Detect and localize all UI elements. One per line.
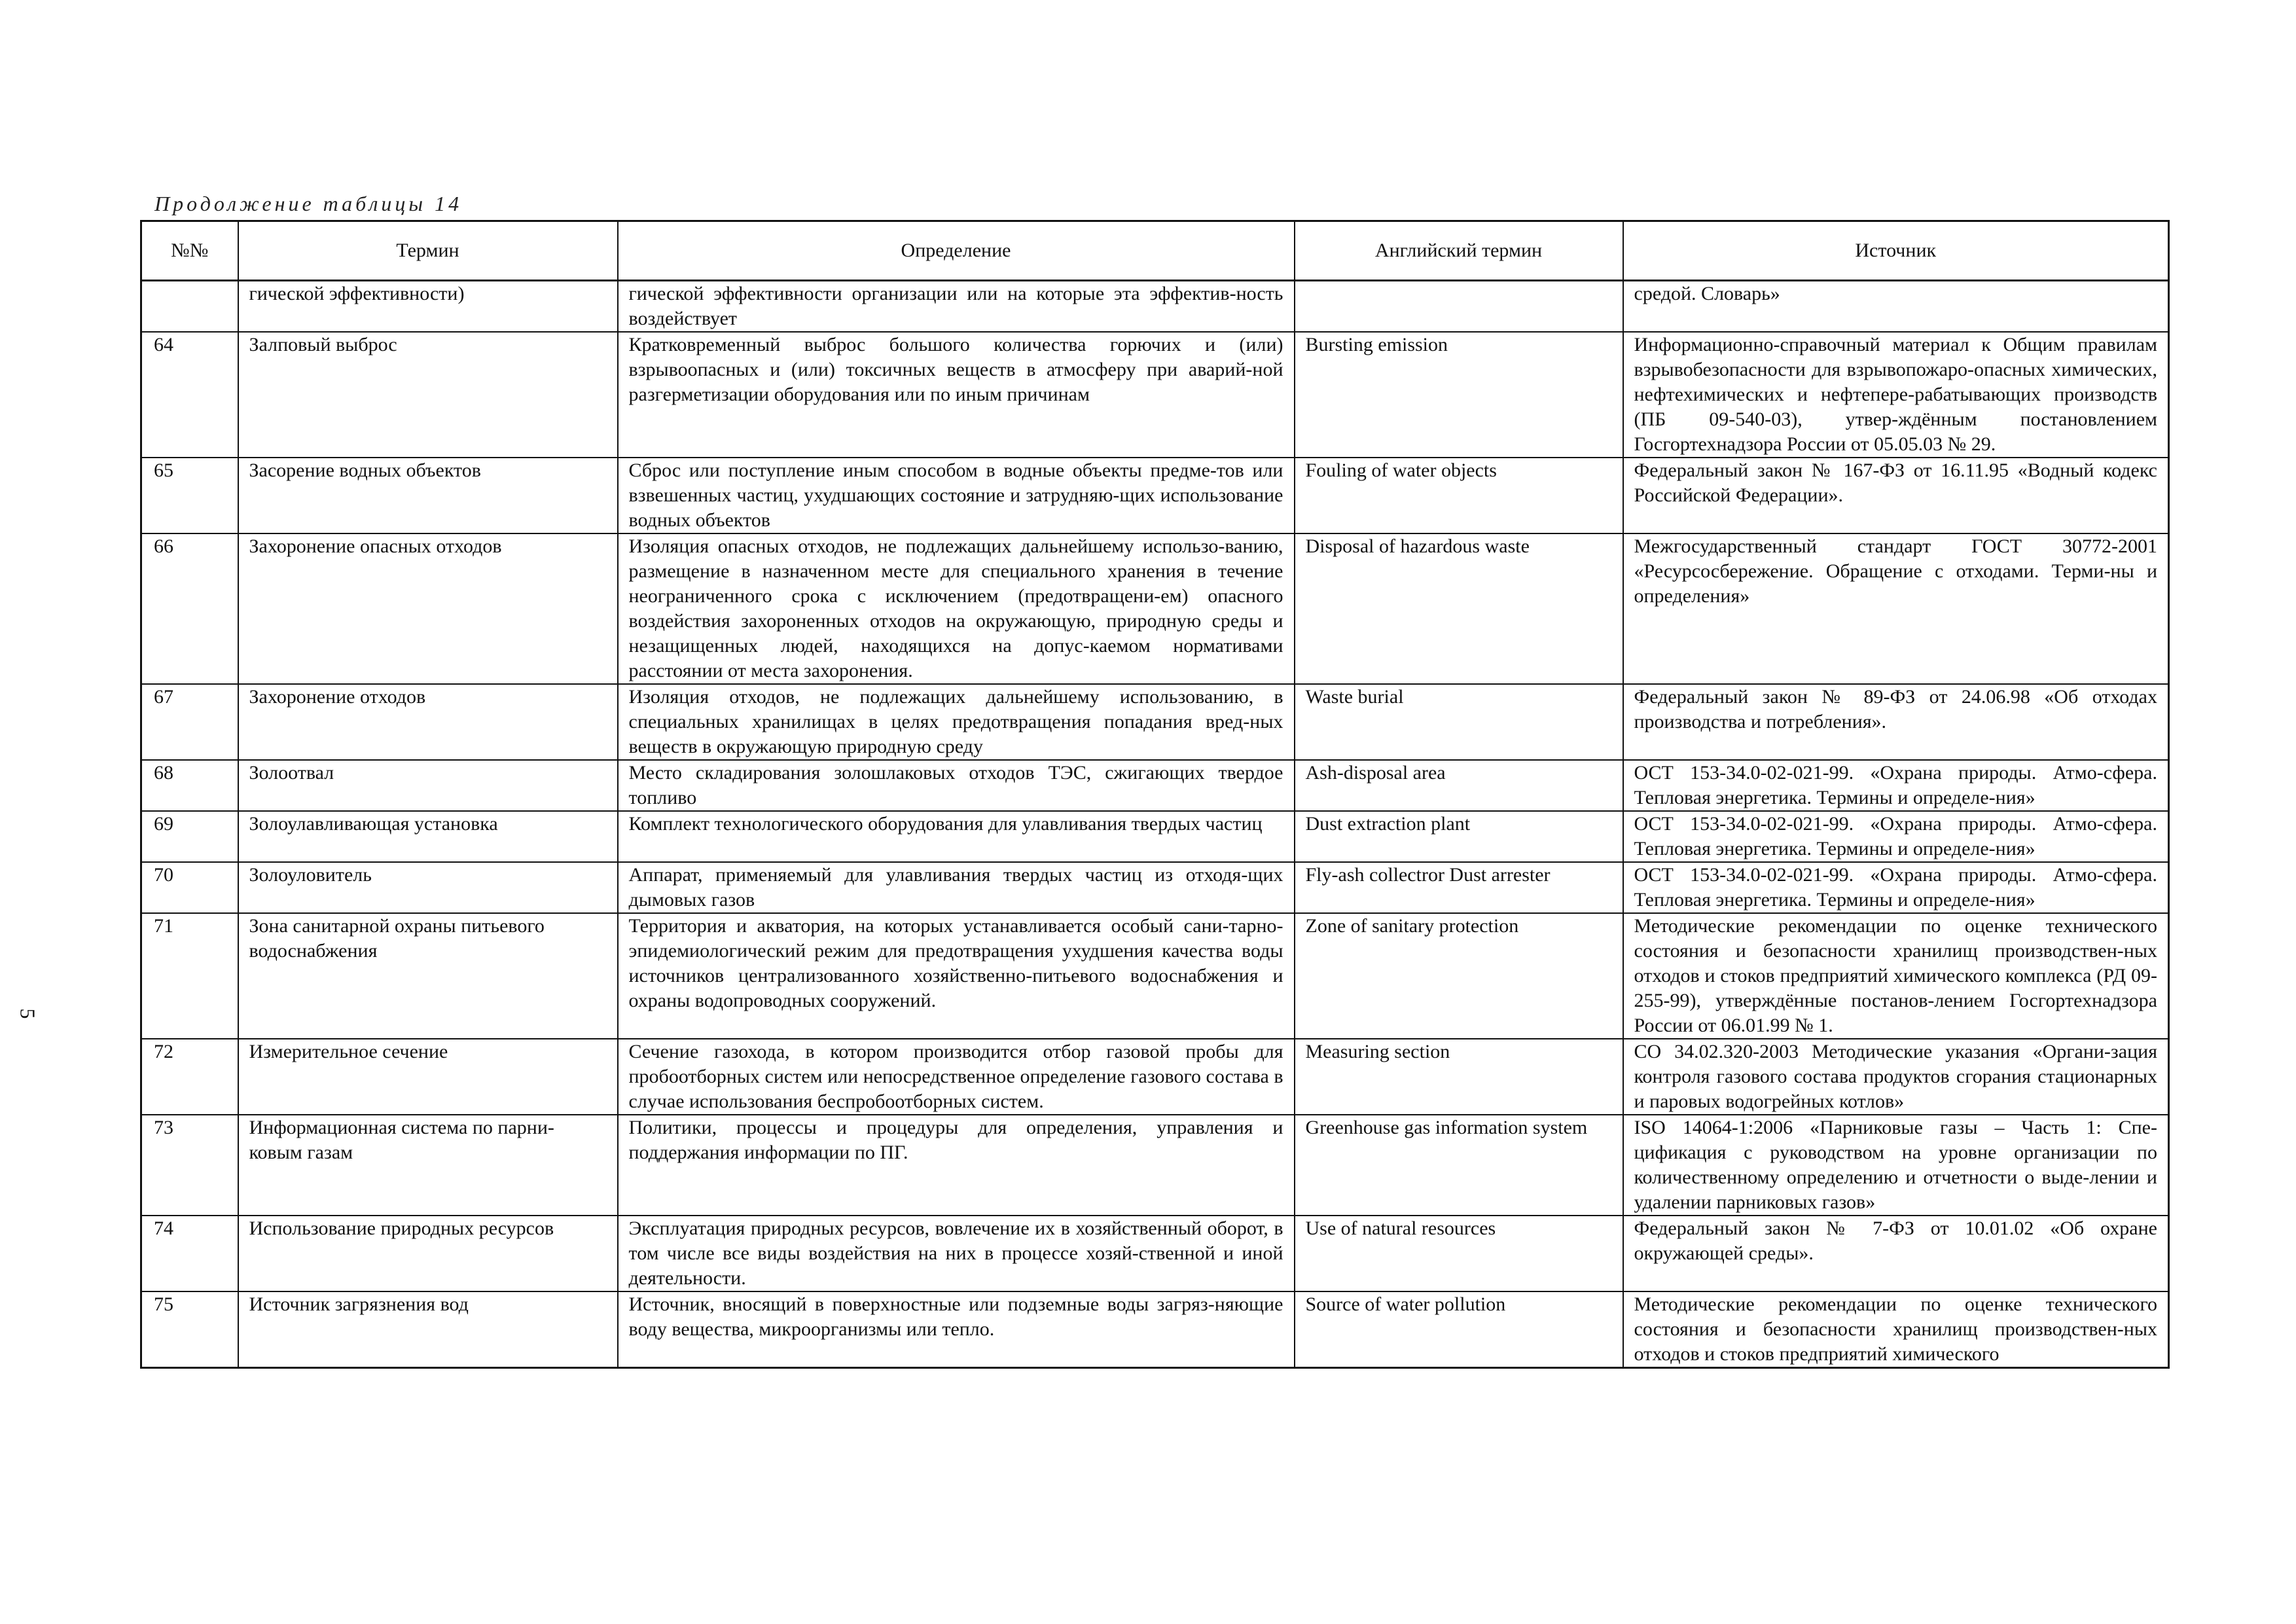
cell-num: 74 xyxy=(141,1216,238,1291)
cell-definition: Аппарат, применяемый для улавливания твердых частиц из отходя-щих дымовых газов xyxy=(618,862,1295,913)
cell-num: 73 xyxy=(141,1115,238,1216)
table-row xyxy=(141,1216,2169,1291)
cell-source: Федеральный закон № 167-ФЗ от 16.11.95 «Водный кодекс Российской Федерации». xyxy=(1623,458,2169,533)
cell-definition: Изоляция опасных отходов, не подлежащих дальнейшему использо-ванию, размещение в назначенном месте для специального хранения в течение неограниченного срока с исключением (предотвращени-ем) опасного воздействия захороненных отходов на окружающую, природную среды и незащищенных людей, находящихся на допус-каемом нормативами расстоянии от места захоронения. xyxy=(618,533,1295,684)
cell-source: средой. Словарь» xyxy=(1623,281,2169,333)
cell-english-term: Greenhouse gas information system xyxy=(1295,1115,1623,1216)
table-header-row xyxy=(141,221,2169,281)
header-definition: Определение xyxy=(618,221,1295,281)
cell-english-term: Bursting emission xyxy=(1295,332,1623,458)
cell-term: Использование природных ресурсов xyxy=(238,1216,618,1291)
cell-term: Захоронение опасных отходов xyxy=(238,533,618,684)
table-row xyxy=(141,862,2169,913)
cell-num: 70 xyxy=(141,862,238,913)
table-row xyxy=(141,458,2169,533)
cell-definition: Комплект технологического оборудования для улавливания твердых частиц xyxy=(618,811,1295,862)
cell-english-term: Fly-ash collectror Dust arrester xyxy=(1295,862,1623,913)
cell-term: Залповый выброс xyxy=(238,332,618,458)
cell-definition: Источник, вносящий в поверхностные или подземные воды загряз-няющие воду вещества, микроорганизмы или тепло. xyxy=(618,1291,1295,1368)
cell-english-term xyxy=(1295,281,1623,333)
cell-source: ОСТ 153-34.0-02-021-99. «Охрана природы. Атмо-сфера. Тепловая энергетика. Термины и определе-ния» xyxy=(1623,760,2169,811)
cell-english-term: Disposal of hazardous waste xyxy=(1295,533,1623,684)
cell-term: Захоронение отходов xyxy=(238,684,618,760)
cell-term: Информационная система по парни-ковым газам xyxy=(238,1115,618,1216)
cell-definition: Территория и акватория, на которых устанавливается особый сани-тарно-эпидемиологический режим для предотвращения ухудшения качества воды источников централизованного хозяйственно-питьевого водоснабжения и охраны водопроводных сооружений. xyxy=(618,913,1295,1039)
cell-source: Методические рекомендации по оценке технического состояния и безопасности хранилищ производствен-ных отходов и стоков предприятий химического комплекса (РД 09-255-99), утверждённые постанов-лением Госгортехнадзора России от 06.01.99 № 1. xyxy=(1623,913,2169,1039)
cell-definition: Сечение газохода, в котором производится отбор газовой пробы для пробоотборных систем или непосредственное определение газового состава в случае использования беспробоотборных систем. xyxy=(618,1039,1295,1115)
cell-term: Золоулавливающая установка xyxy=(238,811,618,862)
cell-definition: Политики, процессы и процедуры для определения, управления и поддержания информации по ПГ. xyxy=(618,1115,1295,1216)
cell-num: 65 xyxy=(141,458,238,533)
cell-source: Информационно-справочный материал к Общим правилам взрывобезопасности для взрывопожаро-опасных химических, нефтехимических и нефтепере-рабатывающих производств (ПБ 09-540-03), утвер-ждённым постановлением Госгортехнадзора России от 05.05.03 № 29. xyxy=(1623,332,2169,458)
cell-num: 67 xyxy=(141,684,238,760)
cell-term: Источник загрязнения вод xyxy=(238,1291,618,1368)
table-row xyxy=(141,332,2169,458)
cell-english-term: Waste burial xyxy=(1295,684,1623,760)
table-row xyxy=(141,811,2169,862)
cell-term: гической эффективности) xyxy=(238,281,618,333)
cell-definition: Кратковременный выброс большого количества горючих и (или) взрывоопасных и (или) токсичных веществ в атмосферу при аварий-ной разгерметизации оборудования или по иным причинам xyxy=(618,332,1295,458)
cell-term: Засорение водных объектов xyxy=(238,458,618,533)
cell-source: Федеральный закон № 89-ФЗ от 24.06.98 «Об отходах производства и потребления». xyxy=(1623,684,2169,760)
cell-term: Зона санитарной охраны питьевого водоснабжения xyxy=(238,913,618,1039)
table-row xyxy=(141,533,2169,684)
cell-english-term: Zone of sanitary protection xyxy=(1295,913,1623,1039)
header-num: №№ xyxy=(141,221,238,281)
header-term: Термин xyxy=(238,221,618,281)
cell-english-term: Dust extraction plant xyxy=(1295,811,1623,862)
cell-num: 75 xyxy=(141,1291,238,1368)
cell-num xyxy=(141,281,238,333)
cell-definition: Изоляция отходов, не подлежащих дальнейшему использованию, в специальных хранилищах в целях предотвращения попадания вред-ных веществ в окружающую природную среду xyxy=(618,684,1295,760)
cell-english-term: Source of water pollution xyxy=(1295,1291,1623,1368)
table-row xyxy=(141,684,2169,760)
cell-english-term: Use of natural resources xyxy=(1295,1216,1623,1291)
cell-num: 71 xyxy=(141,913,238,1039)
table-row xyxy=(141,760,2169,811)
table-row xyxy=(141,1291,2169,1368)
cell-english-term: Fouling of water objects xyxy=(1295,458,1623,533)
table-row xyxy=(141,1039,2169,1115)
cell-num: 66 xyxy=(141,533,238,684)
cell-term: Измерительное сечение xyxy=(238,1039,618,1115)
cell-english-term: Measuring section xyxy=(1295,1039,1623,1115)
cell-source: Межгосударственный стандарт ГОСТ 30772-2001 «Ресурсосбережение. Обращение с отходами. Терми-ны и определения» xyxy=(1623,533,2169,684)
header-source: Источник xyxy=(1623,221,2169,281)
cell-source: СО 34.02.320-2003 Методические указания «Органи-зация контроля газового состава продуктов сгорания стационарных и паровых водогрейных котлов» xyxy=(1623,1039,2169,1115)
cell-term: Золоотвал xyxy=(238,760,618,811)
table-row xyxy=(141,913,2169,1039)
cell-source: ОСТ 153-34.0-02-021-99. «Охрана природы. Атмо-сфера. Тепловая энергетика. Термины и определе-ния» xyxy=(1623,811,2169,862)
cell-source: ISO 14064-1:2006 «Парниковые газы – Часть 1: Спе-цификация с руководством на уровне организации по количественному определению и отчетности о выде-лении и удалении парниковых газов» xyxy=(1623,1115,2169,1216)
terms-table xyxy=(140,220,2170,1369)
cell-num: 72 xyxy=(141,1039,238,1115)
table-row xyxy=(141,281,2169,333)
cell-english-term: Ash-disposal area xyxy=(1295,760,1623,811)
cell-definition: Место складирования золошлаковых отходов ТЭС, сжигающих твердое топливо xyxy=(618,760,1295,811)
cell-source: Федеральный закон № 7-ФЗ от 10.01.02 «Об охране окружающей среды». xyxy=(1623,1216,2169,1291)
page-number: 5 xyxy=(16,1008,40,1019)
cell-definition: Эксплуатация природных ресурсов, вовлечение их в хозяйственный оборот, в том числе все виды воздействия на них в процессе хозяй-ственной и иной деятельности. xyxy=(618,1216,1295,1291)
table-caption: Продолжение таблицы 14 xyxy=(154,192,463,215)
header-english-term: Английский термин xyxy=(1295,221,1623,281)
table-row xyxy=(141,1115,2169,1216)
cell-definition: Сброс или поступление иным способом в водные объекты предме-тов или взвешенных частиц, ухудшающих состояние и затрудняю-щих использование водных объектов xyxy=(618,458,1295,533)
cell-source: ОСТ 153-34.0-02-021-99. «Охрана природы. Атмо-сфера. Тепловая энергетика. Термины и определе-ния» xyxy=(1623,862,2169,913)
cell-definition: гической эффективности организации или на которые эта эффектив-ность воздействует xyxy=(618,281,1295,333)
cell-term: Золоуловитель xyxy=(238,862,618,913)
cell-num: 64 xyxy=(141,332,238,458)
cell-num: 68 xyxy=(141,760,238,811)
cell-source: Методические рекомендации по оценке технического состояния и безопасности хранилищ производствен-ных отходов и стоков предприятий химического xyxy=(1623,1291,2169,1368)
cell-num: 69 xyxy=(141,811,238,862)
